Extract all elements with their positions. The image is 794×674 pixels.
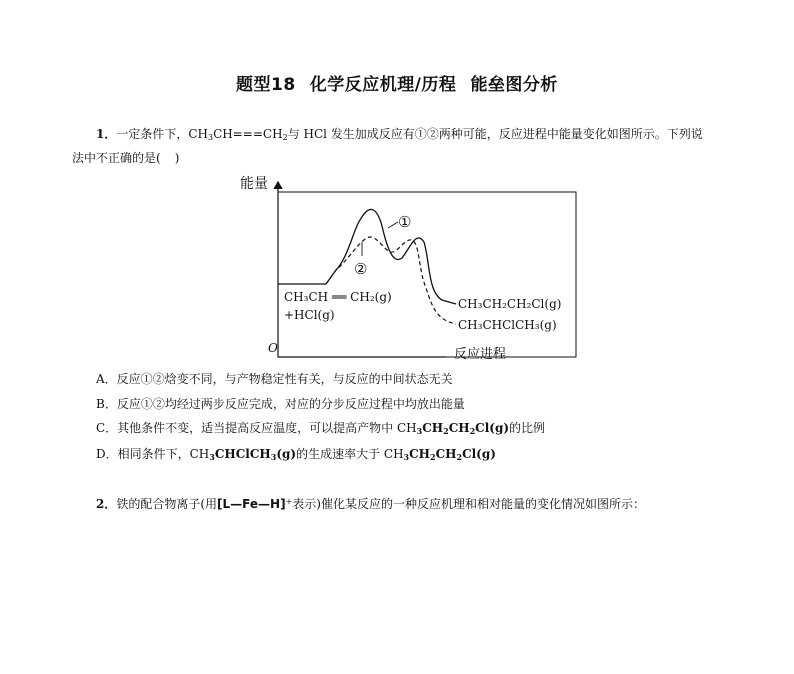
reactant-label-1: CH₃CH ══ CH₂(g) — [284, 290, 392, 304]
option-c: C．其他条件不变，适当提高反应温度，可以提高产物中 $CH_3CH_2CH_2Cl(g)$的比例 — [96, 421, 546, 436]
page-title — [0, 70, 794, 95]
question-1-number: 1． — [96, 127, 117, 141]
question-2-number: 2． — [96, 497, 117, 511]
path-2-curve — [326, 237, 456, 324]
option-a: A．反应①②焓变不同，与产物稳定性有关，与反应的中间状态无关 — [96, 372, 453, 386]
title-type-number: 题型18 — [236, 75, 296, 95]
energy-diagram — [230, 168, 580, 363]
path-1-label: ① — [398, 213, 412, 231]
y-axis-label: 能量 — [240, 176, 268, 192]
question-1-line-1: 1．一定条件下，$CH_3CH===CH_2$与 HCl 发生加成反应有①②两种可能，反应进程中能量变化如图所示。下列说 — [96, 127, 703, 142]
diagram-frame — [278, 192, 576, 357]
path-2-label: ② — [354, 260, 368, 278]
x-axis-label: 反应进程 — [454, 347, 507, 362]
product-2-label: CH₃CHClCH₃(g) — [458, 318, 557, 332]
origin-label: O — [268, 341, 278, 355]
question-2: 2．铁的配合物离子(用[L—Fe—H]+表示)催化某反应的一种反应机理和相对能量的变化情况如图所示： — [96, 497, 645, 511]
reactant-label-2: +HCl(g) — [284, 308, 335, 322]
product-1-label: CH₃CH₂CH₂Cl(g) — [458, 297, 562, 311]
option-b: B．反应①②均经过两步反应完成，对应的分步反应过程中均放出能量 — [96, 397, 465, 411]
path-1-leader — [388, 222, 398, 228]
option-d: D．相同条件下，$CH_3CHClCH_3(g)$的生成速率大于 $CH_3CH_2CH_2Cl(g)$ — [96, 447, 496, 462]
title-topic: 化学反应机理/历程 — [309, 75, 457, 95]
title-subtopic: 能垒图分析 — [470, 75, 558, 95]
question-1-line-2: 法中不正确的是( ) — [72, 151, 180, 165]
